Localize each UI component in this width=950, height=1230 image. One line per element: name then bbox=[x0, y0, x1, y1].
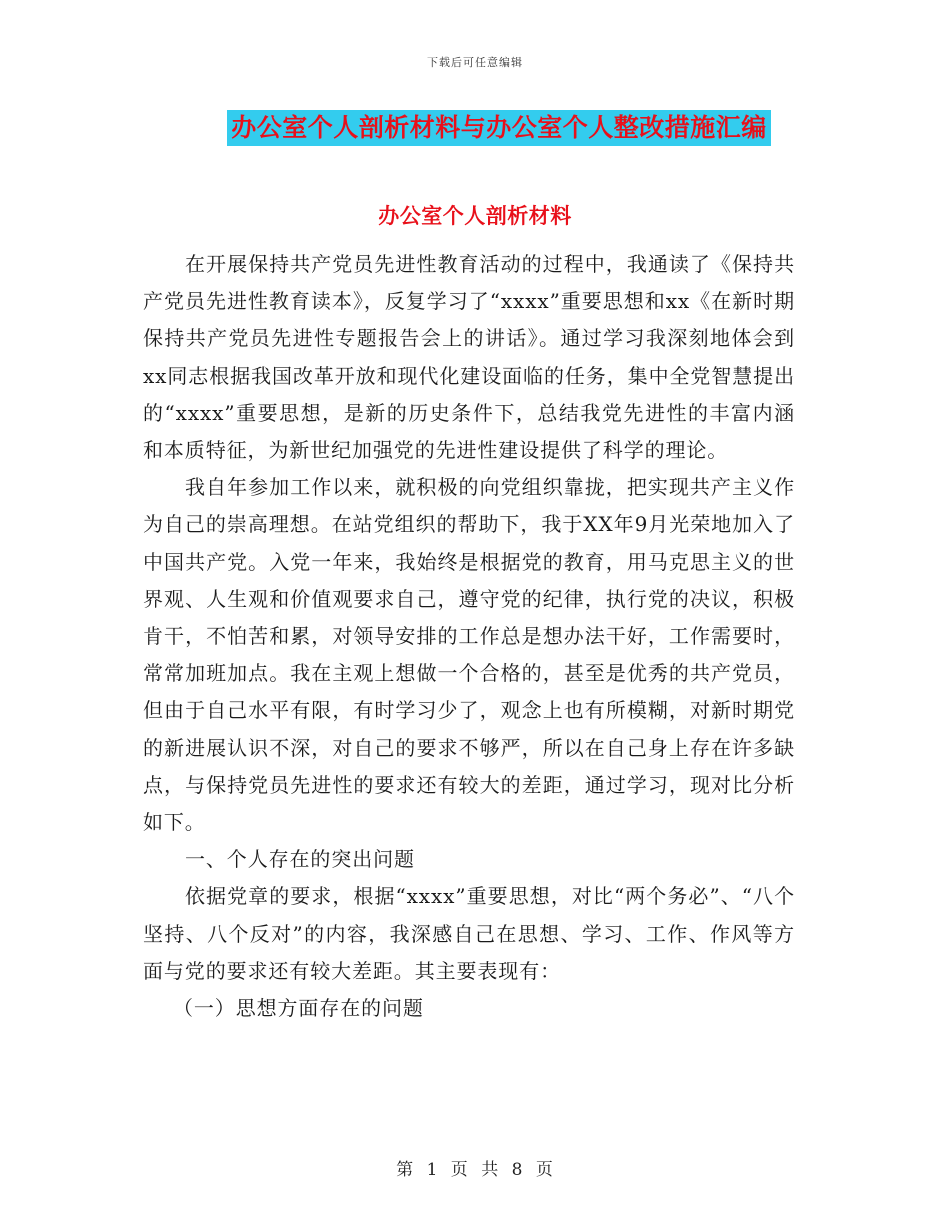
subheading-thought-problems: （一）思想方面存在的问题 bbox=[173, 996, 424, 1021]
document-title: 办公室个人剖析材料与办公室个人整改措施汇编 bbox=[227, 110, 771, 146]
paragraph-background: 我自年参加工作以来，就积极的向党组织靠拢，把实现共产主义作为自己的崇高理想。在站党组织的帮助下，我于XX年9月光荣地加入了中国共产党。入党一年来，我始终是根据党的教育，用马克思主义的世界观、人生观和价值观要求自己，遵守党的纪律，执行党的决议，积极肯干，不怕苦和累，对领导安排的工作总是想办法干好，工作需要时，常常加班加点。我在主观上想做一个合格的，甚至是优秀的共产党员，但由于自己水平有限，有时学习少了，观念上也有所模糊，对新时期党的新进展认识不深，对自己的要求不够严，所以在自己身上存在许多缺点，与保持党员先进性的要求还有较大的差距，通过学习，现对比分析如下。 bbox=[143, 475, 795, 835]
section-title: 办公室个人剖析材料 bbox=[378, 204, 572, 228]
document-title-container bbox=[0, 110, 950, 146]
page-footer: 第 1 页 共 8 页 bbox=[396, 1160, 554, 1180]
paragraph-requirements: 依据党章的要求，根据“xxxx”重要思想，对比“两个务必”、“八个坚持、八个反对”的内容，我深感自己在思想、学习、工作、作风等方面与党的要求还有较大差距。其主要表现有： bbox=[143, 884, 795, 983]
header-note: 下载后可任意编辑 bbox=[427, 56, 523, 69]
paragraph-intro: 在开展保持共产党员先进性教育活动的过程中，我通读了《保持共产党员先进性教育读本》，反复学习了“xxxx”重要思想和xx《在新时期保持共产党员先进性专题报告会上的讲话》。通过学习我深刻地体会到xx同志根据我国改革开放和现代化建设面临的任务，集中全党智慧提出的“xxxx”重要思想，是新的历史条件下，总结我党先进性的丰富内涵和本质特征，为新世纪加强党的先进性建设提供了科学的理论。 bbox=[143, 252, 795, 463]
heading-problems: 一、个人存在的突出问题 bbox=[185, 847, 415, 872]
document-body bbox=[143, 246, 795, 1027]
